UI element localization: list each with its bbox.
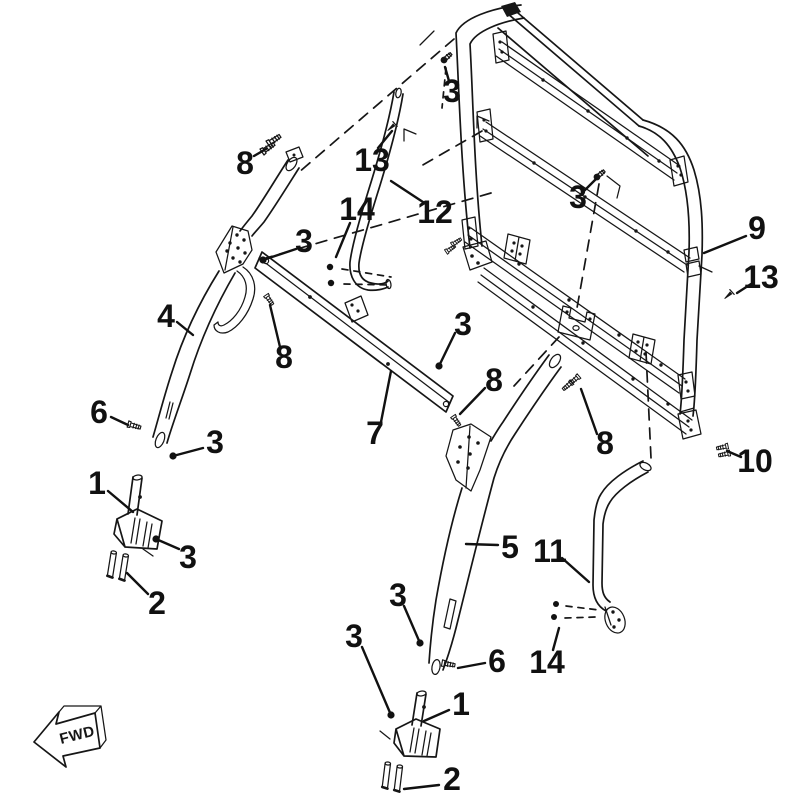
callout-8: 8	[236, 145, 254, 181]
rivet-icon	[439, 51, 453, 65]
rear-pillar-5	[429, 352, 563, 675]
callout-layer	[88, 67, 779, 797]
callout-8: 8	[275, 339, 293, 375]
callout-13: 13	[354, 142, 390, 178]
callout-9: 9	[748, 210, 766, 246]
mount-foot-front	[107, 474, 162, 580]
callout-10: 10	[737, 443, 773, 479]
callout-3: 3	[454, 306, 472, 342]
pin-icon	[394, 765, 403, 792]
callout-8: 8	[596, 425, 614, 461]
pin-icon	[119, 554, 128, 581]
fasteners	[127, 51, 734, 668]
leader-line	[173, 448, 203, 456]
leader-line	[127, 573, 148, 594]
roof-bracket-plate-2	[629, 334, 655, 364]
callout-5: 5	[501, 529, 519, 565]
callout-11: 11	[533, 533, 567, 569]
callout-2: 2	[148, 585, 166, 621]
roof-top-rail	[498, 7, 648, 156]
callout-14: 14	[339, 191, 375, 227]
pin-icon	[107, 551, 116, 578]
reference-dot	[169, 452, 176, 459]
pillar-5-slot	[444, 599, 456, 629]
callout-4: 4	[157, 298, 175, 334]
fwd-label: FWD	[57, 722, 97, 748]
roof-l-clip-2	[404, 129, 416, 141]
push-nut-cluster	[551, 601, 599, 620]
callout-1: 1	[88, 465, 106, 501]
callout-12: 12	[417, 194, 453, 230]
reference-dot	[416, 639, 423, 646]
callout-14: 14	[529, 644, 565, 680]
front-left-pillar	[153, 147, 303, 449]
rear-support-bar-11	[593, 461, 652, 636]
leader-line	[336, 223, 350, 257]
cross-bar-7	[255, 252, 453, 412]
leader-line	[704, 236, 746, 253]
callout-2: 2	[443, 761, 461, 797]
alignment-guides	[143, 31, 651, 739]
callout-3: 3	[443, 73, 461, 109]
reference-dot	[435, 362, 442, 369]
leader-line	[439, 333, 455, 366]
leader-line	[466, 544, 498, 545]
bolt-icon	[450, 237, 462, 248]
roof-corner-cap	[501, 2, 521, 17]
leader-line	[263, 249, 296, 260]
pillar-4-gusset	[216, 226, 252, 273]
reference-dot	[152, 535, 159, 542]
leader-line	[111, 417, 128, 425]
roof-crossbar-4	[478, 268, 692, 434]
leader-line	[156, 539, 179, 549]
leader-line	[424, 710, 449, 721]
callout-6: 6	[90, 394, 108, 430]
pillar-4-slot	[166, 402, 173, 419]
reference-dot	[387, 711, 394, 718]
callout-3: 3	[345, 618, 363, 654]
roof-bracket-plate-1	[504, 234, 530, 264]
roof-right-tube-foot	[678, 408, 701, 439]
fwd-arrow	[34, 706, 106, 767]
screw-icon	[722, 290, 734, 301]
front-support-bar-12	[350, 88, 403, 291]
bolt-icon	[561, 380, 574, 392]
callout-3: 3	[179, 539, 197, 575]
callout-3: 3	[389, 577, 407, 613]
leader-line	[362, 647, 391, 715]
callout-7: 7	[366, 415, 384, 451]
bolt-icon	[127, 421, 141, 431]
reference-dot	[259, 256, 266, 263]
callout-3: 3	[206, 424, 224, 460]
roof-elbow-bracket	[607, 176, 620, 198]
leader-line	[458, 663, 485, 668]
leader-line	[581, 389, 597, 434]
pin-icon	[382, 762, 391, 789]
callout-8: 8	[485, 362, 503, 398]
leader-line	[460, 388, 485, 414]
leader-line	[404, 785, 439, 789]
callout-6: 6	[488, 643, 506, 679]
callout-3: 3	[295, 223, 313, 259]
callout-1: 1	[452, 686, 470, 722]
callout-3: 3	[569, 179, 587, 215]
roof-crossbar-1	[493, 31, 688, 186]
bolt-icon	[451, 414, 462, 427]
pillar-5-gusset	[446, 424, 491, 491]
callout-13: 13	[743, 259, 779, 295]
mount-foot-rear	[382, 690, 440, 791]
